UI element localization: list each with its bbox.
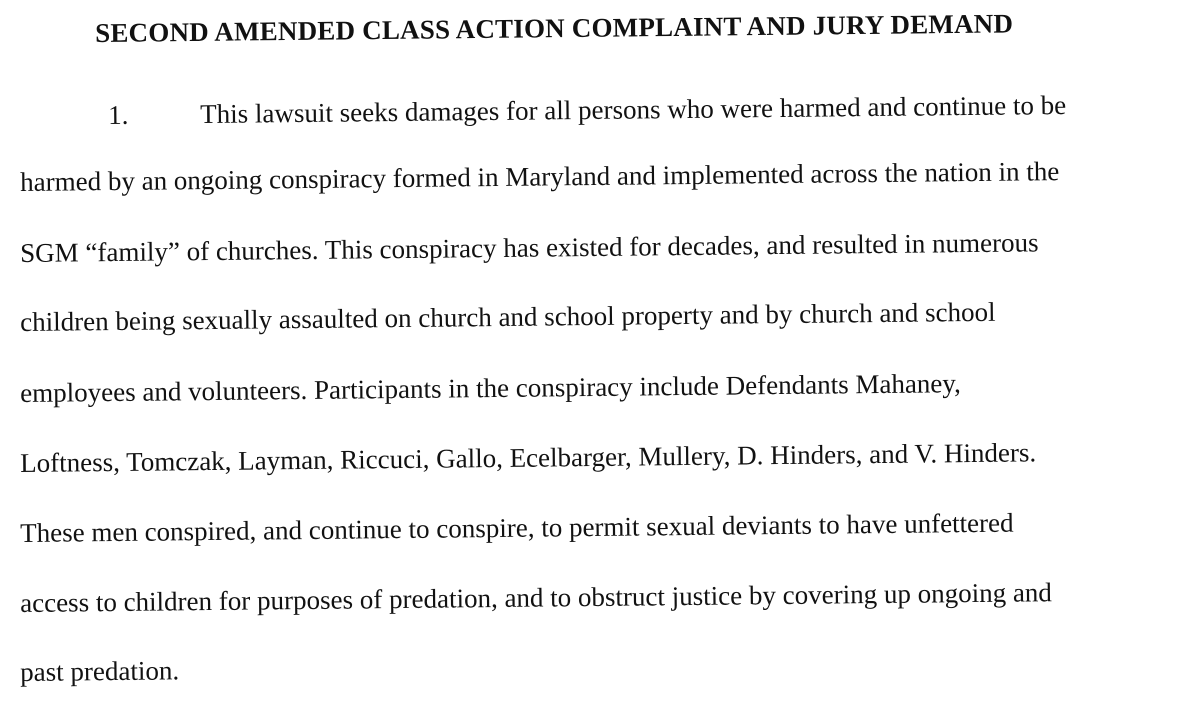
paragraph-line-8: access to children for purposes of predation, and to obstruct justice by covering up ongoing and [20,577,1053,618]
paragraph-line-3: SGM “family” of churches. This conspiracy has existed for decades, and resulted in numerous [20,227,1039,268]
paragraph-line-9: past predation. [20,655,180,687]
paragraph-line-7: These men conspired, and continue to conspire, to permit sexual deviants to have unfettered [20,507,1014,548]
document-heading: SECOND AMENDED CLASS ACTION COMPLAINT AND JURY DEMAND [95,8,1014,48]
paragraph-line-2: harmed by an ongoing conspiracy formed in Maryland and implemented across the nation in the [20,156,1060,197]
paragraph-line-5: employees and volunteers. Participants in the conspiracy include Defendants Mahaney, [20,368,961,408]
paragraph-first-line [108,90,1066,131]
paragraph-line-1: This lawsuit seeks damages for all persons who were harmed and continue to be [199,89,1067,130]
paragraph-line-6: Loftness, Tomczak, Layman, Riccuci, Gallo, Ecelbarger, Mullery, D. Hinders, and V. Hinders. [20,437,1037,478]
paragraph-line-4: children being sexually assaulted on church and school property and by church and school [20,296,996,337]
paragraph-number: 1. [108,99,129,130]
